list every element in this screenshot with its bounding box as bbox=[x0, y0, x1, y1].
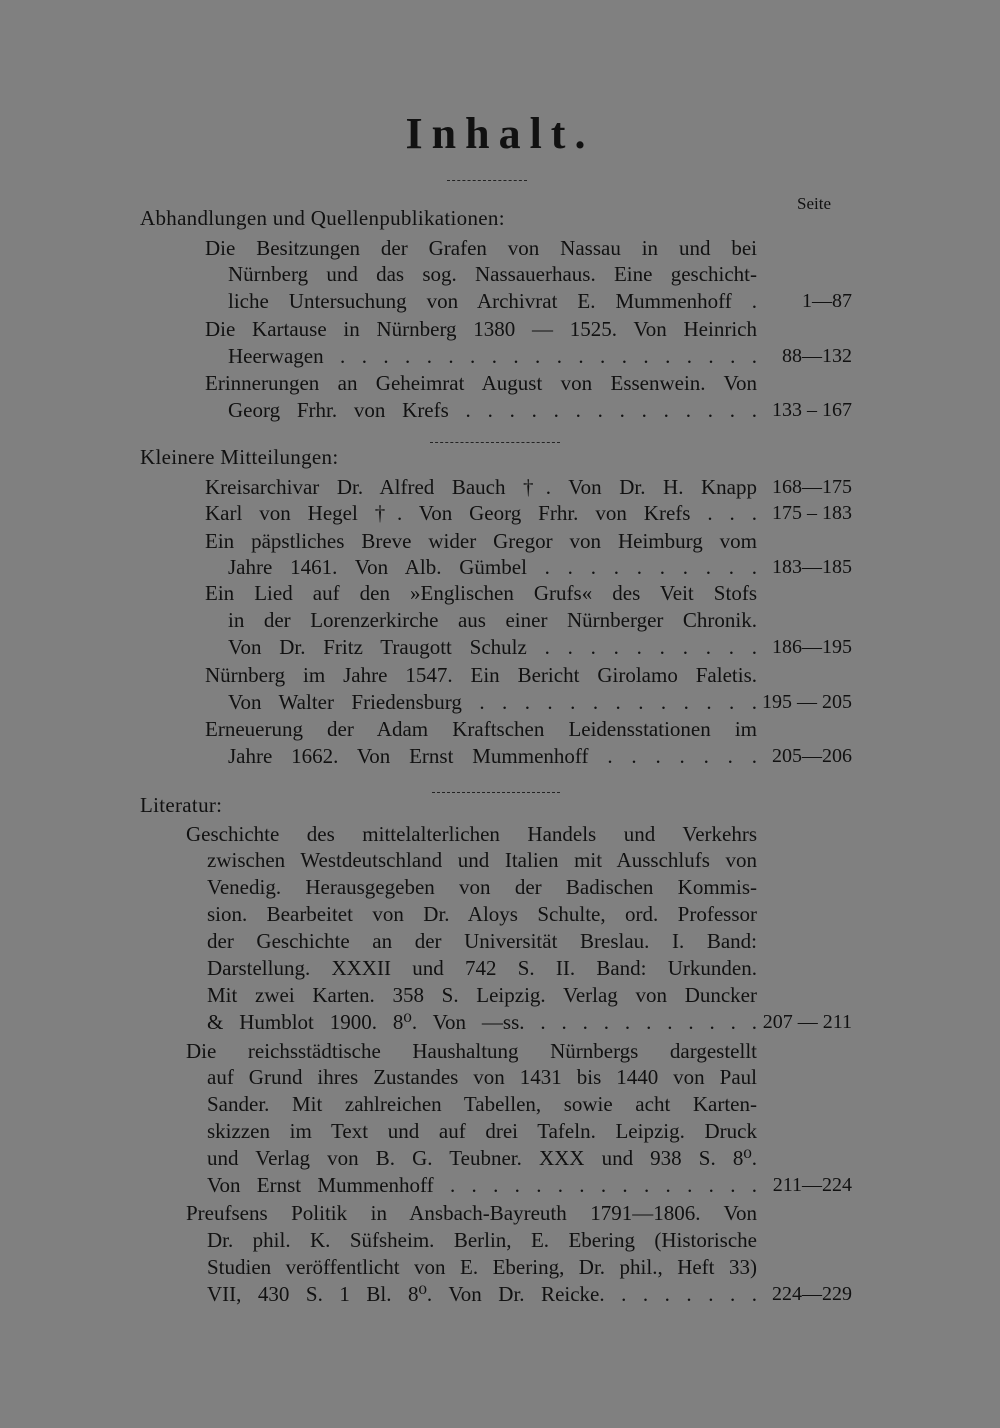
page-range: 88—132 bbox=[782, 345, 852, 367]
page-range: 168—175 bbox=[772, 476, 852, 498]
entry-line: Erneuerung der Adam Kraftschen Leidensstationen im bbox=[205, 717, 757, 741]
entry-line: Kreisarchivar Dr. Alfred Bauch †. Von Dr. H. Knapp bbox=[205, 475, 757, 499]
entry-line: liche Untersuchung von Archivrat E. Mummenhoff . bbox=[228, 289, 757, 313]
page-range: 205—206 bbox=[772, 745, 852, 767]
entry-line: sion. Bearbeitet von Dr. Aloys Schulte, ord. Professor bbox=[207, 902, 757, 926]
entry-line: Die Kartause in Nürnberg 1380 — 1525. Von Heinrich bbox=[205, 317, 757, 341]
section-divider bbox=[430, 442, 560, 443]
page-range: 195 — 205 bbox=[762, 691, 852, 713]
page-range: 224—229 bbox=[772, 1283, 852, 1305]
entry-line: auf Grund ihres Zustandes von 1431 bis 1440 von Paul bbox=[207, 1065, 757, 1089]
entry-line: Von Dr. Fritz Traugott Schulz . . . . . . . . . . bbox=[228, 635, 757, 659]
entry-line: & Humblot 1900. 8⁰. Von —ss. . . . . . . . . . . . bbox=[207, 1010, 757, 1034]
entry-line: Ein päpstliches Breve wider Gregor von Heimburg vom bbox=[205, 529, 757, 553]
section-heading: Literatur: bbox=[140, 793, 223, 817]
page-range: 207 — 211 bbox=[762, 1011, 852, 1033]
entry-line: Die reichsstädtische Haushaltung Nürnbergs dargestellt bbox=[186, 1039, 757, 1063]
page-range: 186—195 bbox=[772, 636, 852, 658]
entry-line: Darstellung. XXXII und 742 S. II. Band: Urkunden. bbox=[207, 956, 757, 980]
entry-line: Mit zwei Karten. 358 S. Leipzig. Verlag von Duncker bbox=[207, 983, 757, 1007]
entry-line: VII, 430 S. 1 Bl. 8⁰. Von Dr. Reicke. . . . . . . . bbox=[207, 1282, 757, 1306]
entry-line: zwischen Westdeutschland und Italien mit Ausschlufs von bbox=[207, 848, 757, 872]
page-range: 133 – 167 bbox=[772, 399, 852, 421]
section-heading: Kleinere Mitteilungen: bbox=[140, 445, 339, 469]
seite-column-label: Seite bbox=[797, 194, 831, 213]
title-divider bbox=[447, 180, 527, 181]
entry-line: Geschichte des mittelalterlichen Handels und Verkehrs bbox=[186, 822, 757, 846]
page-range: 211—224 bbox=[772, 1174, 852, 1196]
entry-line: Studien veröffentlicht von E. Ebering, Dr. phil., Heft 33) bbox=[207, 1255, 757, 1279]
entry-line: Ein Lied auf den »Englischen Grufs« des Veit Stofs bbox=[205, 581, 757, 605]
entry-line: skizzen im Text und auf drei Tafeln. Leipzig. Druck bbox=[207, 1119, 757, 1143]
page-title: Inhalt. bbox=[405, 109, 595, 158]
entry-line: Venedig. Herausgegeben von der Badischen Kommis- bbox=[207, 875, 757, 899]
entry-line: Dr. phil. K. Süfsheim. Berlin, E. Ebering (Historische bbox=[207, 1228, 757, 1252]
entry-line: Nürnberg im Jahre 1547. Ein Bericht Girolamo Faletis. bbox=[205, 663, 757, 687]
page-range: 1—87 bbox=[802, 290, 852, 312]
entry-line: der Geschichte an der Universität Breslau. I. Band: bbox=[207, 929, 757, 953]
entry-line: und Verlag von B. G. Teubner. XXX und 938 S. 8⁰. bbox=[207, 1146, 757, 1170]
page-range: 175 – 183 bbox=[772, 502, 852, 524]
entry-line: Von Walter Friedensburg . . . . . . . . . . . . . bbox=[228, 690, 757, 714]
entry-line: Von Ernst Mummenhoff . . . . . . . . . . . . . . . bbox=[207, 1173, 757, 1197]
entry-line: Heerwagen . . . . . . . . . . . . . . . . . . . . bbox=[228, 344, 757, 368]
entry-line: Erinnerungen an Geheimrat August von Essenwein. Von bbox=[205, 371, 757, 395]
entry-line: Die Besitzungen der Grafen von Nassau in und bei bbox=[205, 236, 757, 260]
entry-line: in der Lorenzerkirche aus einer Nürnberger Chronik. bbox=[228, 608, 757, 632]
section-heading: Abhandlungen und Quellenpublikationen: bbox=[140, 206, 505, 230]
entry-line: Preufsens Politik in Ansbach-Bayreuth 1791—1806. Von bbox=[186, 1201, 757, 1225]
entry-line: Georg Frhr. von Krefs . . . . . . . . . . . . . . bbox=[228, 398, 757, 422]
entry-line: Jahre 1662. Von Ernst Mummenhoff . . . . . . . bbox=[228, 744, 757, 768]
section-divider bbox=[432, 792, 560, 793]
page-range: 183—185 bbox=[772, 556, 852, 578]
entry-line: Sander. Mit zahlreichen Tabellen, sowie acht Karten- bbox=[207, 1092, 757, 1116]
entry-line: Karl von Hegel †. Von Georg Frhr. von Krefs . . . bbox=[205, 501, 757, 525]
entry-line: Nürnberg und das sog. Nassauerhaus. Eine geschicht- bbox=[228, 262, 757, 286]
entry-line: Jahre 1461. Von Alb. Gümbel . . . . . . . . . . bbox=[228, 555, 757, 579]
